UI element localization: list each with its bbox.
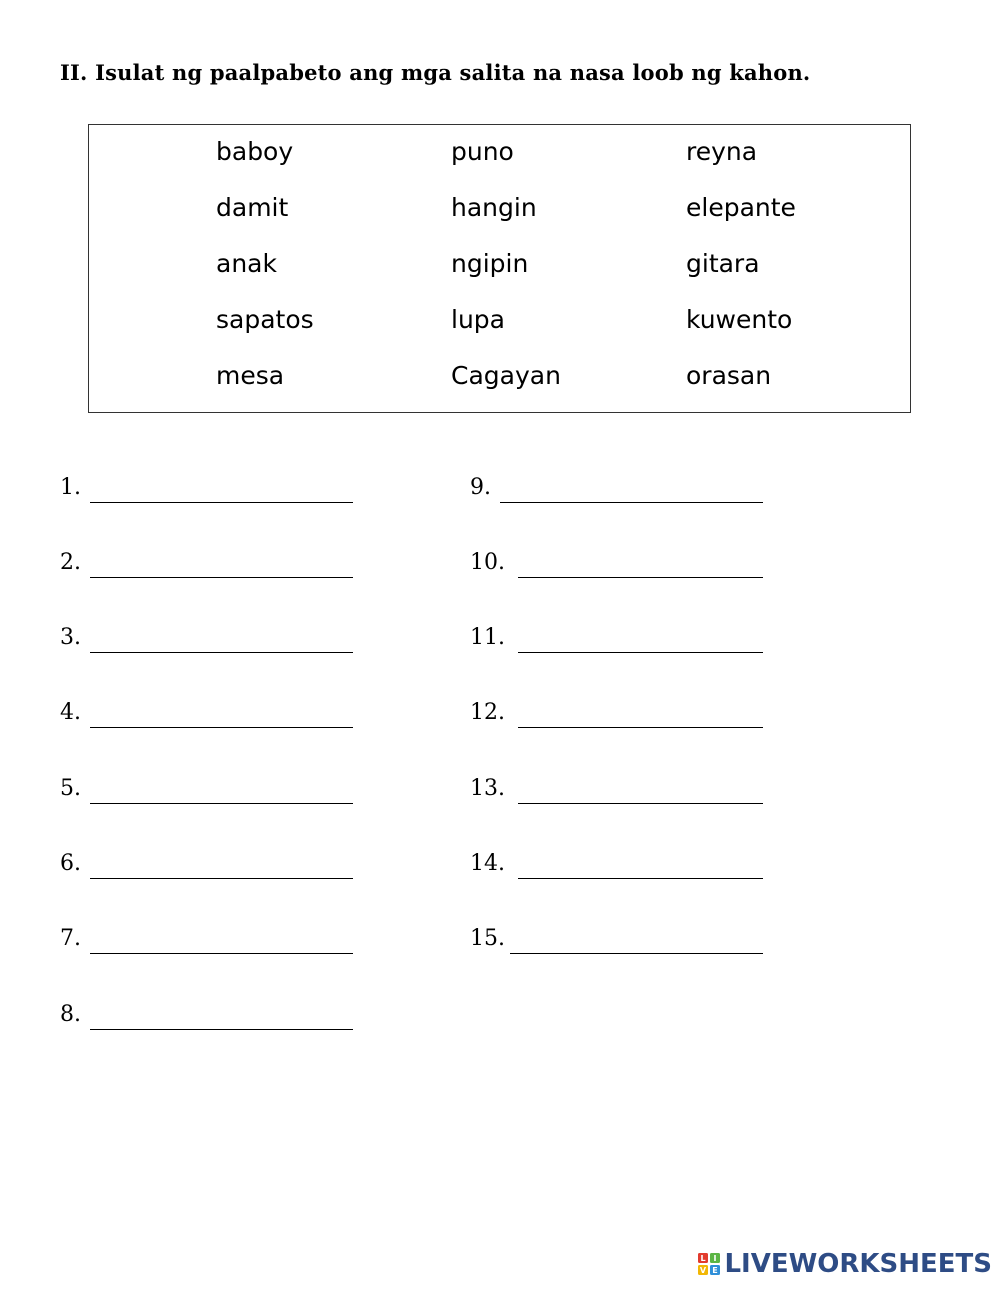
instruction-heading: II. Isulat ng paalpabeto ang mga salita na nasa loob ng kahon. bbox=[60, 60, 811, 85]
answer-blank[interactable] bbox=[90, 652, 353, 653]
answer-item-11 bbox=[470, 623, 763, 653]
answer-item-2 bbox=[60, 548, 353, 578]
word-item: elepante bbox=[686, 193, 796, 222]
answer-item-7 bbox=[60, 924, 353, 954]
word-item: lupa bbox=[451, 305, 505, 334]
word-item: mesa bbox=[216, 361, 285, 390]
answer-number: 4. bbox=[60, 700, 81, 725]
liveworksheets-logo bbox=[698, 1251, 992, 1277]
answer-item-9 bbox=[470, 473, 763, 503]
answer-blank[interactable] bbox=[518, 803, 763, 804]
word-item: ngipin bbox=[451, 249, 529, 278]
answer-item-14 bbox=[470, 849, 763, 879]
word-item: damit bbox=[216, 193, 289, 222]
answer-blank[interactable] bbox=[90, 803, 353, 804]
answer-blank[interactable] bbox=[510, 953, 763, 954]
svg-text:I: I bbox=[713, 1254, 717, 1264]
word-item: sapatos bbox=[216, 305, 314, 334]
answer-number: 8. bbox=[60, 1002, 81, 1027]
word-item: reyna bbox=[686, 137, 758, 166]
word-item: Cagayan bbox=[451, 361, 561, 390]
answer-item-8 bbox=[60, 1000, 353, 1030]
word-item: puno bbox=[451, 137, 514, 166]
answer-blank[interactable] bbox=[90, 577, 353, 578]
word-item: gitara bbox=[686, 249, 760, 278]
answer-blank[interactable] bbox=[518, 727, 763, 728]
answer-number: 11. bbox=[470, 625, 505, 650]
answer-item-3 bbox=[60, 623, 353, 653]
word-item: orasan bbox=[686, 361, 772, 390]
answer-number: 5. bbox=[60, 776, 81, 801]
word-item: anak bbox=[216, 249, 277, 278]
word-item: kuwento bbox=[686, 305, 793, 334]
liveworksheets-logo-icon bbox=[698, 1253, 720, 1275]
answer-blank[interactable] bbox=[518, 652, 763, 653]
answer-number: 9. bbox=[470, 475, 491, 500]
answer-item-13 bbox=[470, 774, 763, 804]
answer-item-12 bbox=[470, 698, 763, 728]
word-item: hangin bbox=[451, 193, 537, 222]
answer-number: 15. bbox=[470, 926, 505, 951]
answer-item-15 bbox=[470, 924, 763, 954]
answer-number: 12. bbox=[470, 700, 505, 725]
answer-number: 10. bbox=[470, 550, 505, 575]
answer-number: 1. bbox=[60, 475, 81, 500]
answer-item-5 bbox=[60, 774, 353, 804]
answer-blank[interactable] bbox=[90, 1029, 353, 1030]
svg-text:E: E bbox=[712, 1266, 719, 1275]
svg-text:V: V bbox=[700, 1266, 707, 1275]
answer-number: 2. bbox=[60, 550, 81, 575]
word-item: baboy bbox=[216, 137, 294, 166]
answer-blank[interactable] bbox=[90, 878, 353, 879]
word-box bbox=[88, 124, 911, 413]
answer-item-4 bbox=[60, 698, 353, 728]
answer-number: 14. bbox=[470, 851, 505, 876]
answer-blank[interactable] bbox=[500, 502, 763, 503]
answer-item-10 bbox=[470, 548, 763, 578]
svg-text:L: L bbox=[700, 1254, 707, 1264]
answer-blank[interactable] bbox=[90, 727, 353, 728]
answer-number: 13. bbox=[470, 776, 505, 801]
answer-number: 6. bbox=[60, 851, 81, 876]
answer-blank[interactable] bbox=[518, 878, 763, 879]
answer-blank[interactable] bbox=[518, 577, 763, 578]
answer-item-6 bbox=[60, 849, 353, 879]
answer-item-1 bbox=[60, 473, 353, 503]
answer-number: 7. bbox=[60, 926, 81, 951]
liveworksheets-logo-text: LIVEWORKSHEETS bbox=[724, 1249, 992, 1279]
answer-number: 3. bbox=[60, 625, 81, 650]
answer-blank[interactable] bbox=[90, 953, 353, 954]
answer-blank[interactable] bbox=[90, 502, 353, 503]
